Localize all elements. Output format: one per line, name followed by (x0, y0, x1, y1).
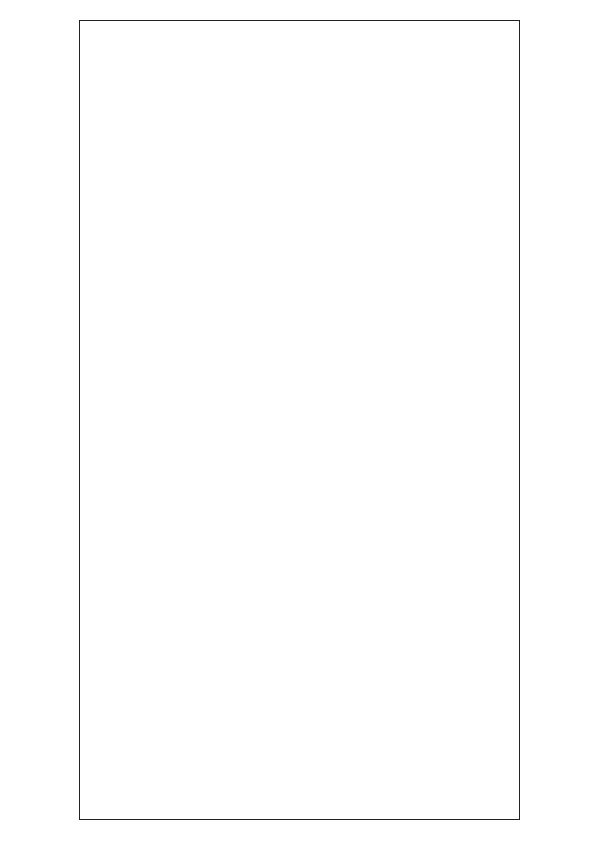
activity-table (79, 20, 520, 820)
category-label (511, 21, 519, 121)
page-number (5, 410, 65, 450)
